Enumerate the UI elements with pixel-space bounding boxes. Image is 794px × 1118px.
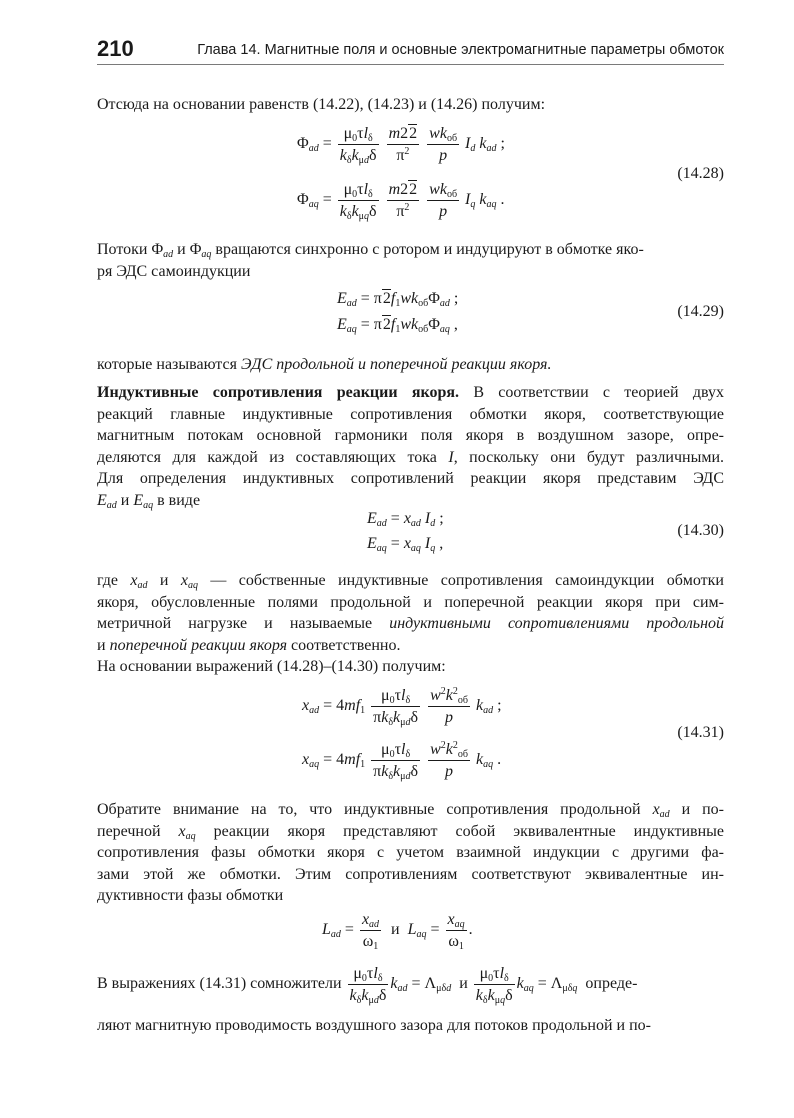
page-header [97,36,724,65]
equation-inductances [97,910,724,960]
equation-x-ad: $x_{ad} = 4mf_1$ $\frac{\mu_0\tau l_\delta}{\pi k_\delta k_{\mu d}\delta}$ $\frac{w^2k^2_{об}}{p}$ $k_{ad}$ ; [302,686,502,728]
equation-e-ad: $E_{ad} = \pi 2f_1wk_{об}\Phi_{ad}$ ; [337,290,459,309]
where-paragraph: где $x_{ad}$ и $x_{aq}$ — собственные индуктивные сопротивления самоиндукции обмотки якоря, обусловленные полями продольной и поперечной реакции якоря при сим- метричной нагрузке и называемые индуктивными сопротивлениями продольной и поперечной реакции якоря соответственно. [97,572,725,654]
equation-e-aq-x: $E_{aq} = x_{aq}$ $I_q$ , [367,535,444,554]
final-paragraph: В выражениях (14.31) сомножители $\frac{\mu_0\tau l_\delta}{k_\delta k_{\mu d}\delta}$ $k_{ad} = \Lambda_{\mu\delta d}$ и $\frac{\mu_0\tau l_\delta}{k_\delta k_{\mu q}\delta}$ $k_{aq} = \Lambda_{\mu\delta q}$ опреде- [97,964,638,1006]
running-title: Глава 14. Магнитные поля и основные электромагнитные параметры обмоток [197,42,724,58]
equation-number: (14.28) [677,165,724,182]
equation-e-ad-x: $E_{ad} = x_{ad}$ $I_d$ ; [367,510,444,529]
page-number: 210 [97,36,134,61]
equation-14-28 [97,120,724,230]
final-paragraph-line2: ляют магнитную проводимость воздушного зазора для потоков продольной и по- [97,1017,651,1034]
equation-x-aq: $x_{aq} = 4mf_1$ $\frac{\mu_0\tau l_\delta}{\pi k_\delta k_{\mu d}\delta}$ $\frac{w^2k^2_{об}}{p}$ $k_{aq}$ . [302,740,502,782]
called-paragraph: которые называются ЭДС продольной и поперечной реакции якоря. [97,356,552,373]
equation-phi-ad: $\Phi_{ad}$ = $\frac{\mu_0\tau l_\delta}{k_\delta k_{\mu d}\delta}$ $\frac{m22}{\pi^2}$ $\frac{wk_{об}}{p}$ $I_d$ $k_{ad}$ ; [297,125,505,166]
equation-number: (14.31) [677,724,724,741]
flux-paragraph: Потоки $\Phi_{ad}$ и $\Phi_{aq}$ вращаются синхронно с ротором и индуцируют в обмотке яко- ря ЭДС самоиндукции [97,241,644,280]
equation-number: (14.29) [677,303,724,320]
note-paragraph: Обратите внимание на то, что индуктивные сопротивления продольной $x_{ad}$ и по- перечной $x_{aq}$ реакции якоря представляют собой эквивалентные индуктивные сопротивления фазы обмотки якоря с учетом взаимной индукции с другими фа- зами этой же обмотки. Этим сопротивлениям соответствуют эквивалентные ин- дуктивности фазы обмотки [97,801,725,904]
section-heading: Индуктивные сопротивления реакции якоря. [97,384,460,401]
equation-number: (14.30) [677,522,724,539]
equation-14-31 [97,684,724,788]
basis-paragraph: На основании выражений (14.28)–(14.30) получим: [97,658,446,675]
inductive-paragraph: Индуктивные сопротивления реакции якоря. В соответствии с теорией двух реакций главные индуктивные сопротивления обмотки якоря, соответствующие магнитным потокам основной гармоники поля якоря в воздушном зазоре, опре- деляются для каждой из составляющих тока I, поскольку они будут различными. Для определения индуктивных сопротивлений реакции якоря представим ЭДС $E_{ad}$ и $E_{aq}$ в виде [97,384,725,511]
intro-paragraph: Отсюда на основании равенств (14.22), (14.23) и (14.26) получим: [97,96,546,113]
equation-14-29 [97,290,724,346]
equation-phi-aq: $\Phi_{aq}$ = $\frac{\mu_0\tau l_\delta}{k_\delta k_{\mu q}\delta}$ $\frac{m22}{\pi^2}$ $\frac{wk_{об}}{p}$ $I_q$ $k_{aq}$ . [297,181,505,222]
equation-14-30 [97,510,724,562]
equation-e-aq: $E_{aq} = \pi 2f_1wk_{об}\Phi_{aq}$ , [337,316,458,335]
equation-l-ad-l-aq: $L_{ad}$ = $\frac{x_{ad}}{\omega_1}$ и $L_{aq}$ = $\frac{x_{aq}}{\omega_1}$ . [322,911,473,952]
